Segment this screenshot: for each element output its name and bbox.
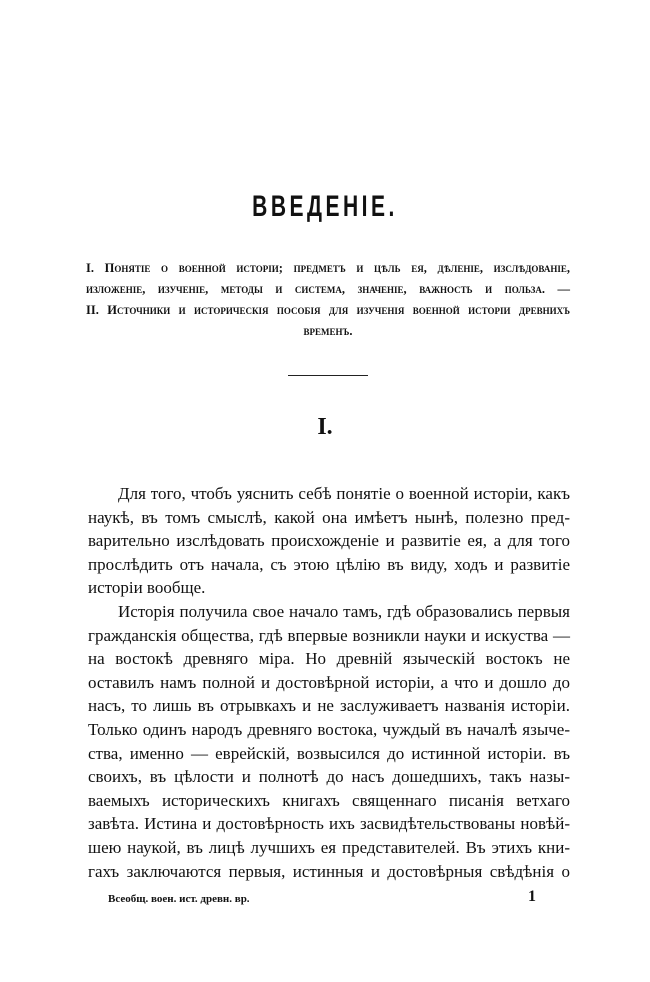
body-line: Только одинъ народъ древняго востока, чуждый въ началѣ языче- (88, 720, 570, 739)
page-heading: ВВЕДЕНІЕ. (252, 190, 398, 223)
body-line: варительно изслѣдовать происхожденіе и развитіе ея, а для того (88, 531, 570, 551)
body-line: шею наукой, въ лицѣ лучшихъ ея представителей. Въ этихъ кни- (88, 838, 570, 857)
body-line: ваемыхъ историческихъ книгахъ священнаго писанія ветхаго (88, 790, 570, 810)
body-line: насъ, то лишь въ отрывкахъ и не заслуживаетъ названія исторіи. (88, 696, 570, 716)
body-line: оставилъ намъ полной и достовѣрной исторіи, а что и дошло до (88, 672, 570, 692)
body-line: гахъ заключаются первыя, истинныя и достовѣрныя свѣдѣнія о (88, 861, 570, 881)
summary-line: II. Источники и историческія пособія для изученія военной исторіи древнихъ (86, 303, 570, 317)
body-line: гражданскія общества, гдѣ впервые возникли науки и искуства — (88, 625, 570, 645)
summary-line: изложеніе, изученіе, методы и система, значеніе, важность и польза. — (86, 282, 570, 296)
page-number: 1 (528, 888, 536, 905)
summary-line: временъ. (303, 324, 353, 338)
section-number: I. (317, 414, 333, 440)
body-line: ства, именно — еврейскій, возвысился до истинной исторіи. въ (88, 743, 570, 763)
divider-rule (288, 375, 368, 376)
body-line: исторіи вообще. (88, 578, 206, 598)
body-line: Для того, чтобъ уяснить себѣ понятіе о военной исторіи, какъ (118, 484, 570, 503)
summary-line: I. Понятіе о военной исторіи; предметъ и цѣль ея, дѣленіе, изслѣдованіе, (86, 261, 570, 275)
body-line: Исторія получила свое начало тамъ, гдѣ образовались первыя (118, 602, 570, 621)
body-line: завѣта. Истина и достовѣрность ихъ засвидѣтельствованы новѣй- (88, 814, 570, 834)
body-line: прослѣдить отъ начала, съ этою цѣлію въ виду, ходъ и развитіе (88, 554, 570, 574)
body-line: наукѣ, въ томъ смыслѣ, какой она имѣетъ нынѣ, полезно пред- (88, 507, 570, 527)
body-line: на востокѣ древняго міра. Но древній языческій востокъ не (88, 649, 570, 669)
footer-signature: Всеобщ. воен. ист. древн. вр. (108, 893, 250, 905)
body-line: своихъ, въ цѣлости и полнотѣ до насъ дошедшихъ, такъ назы- (88, 767, 570, 787)
